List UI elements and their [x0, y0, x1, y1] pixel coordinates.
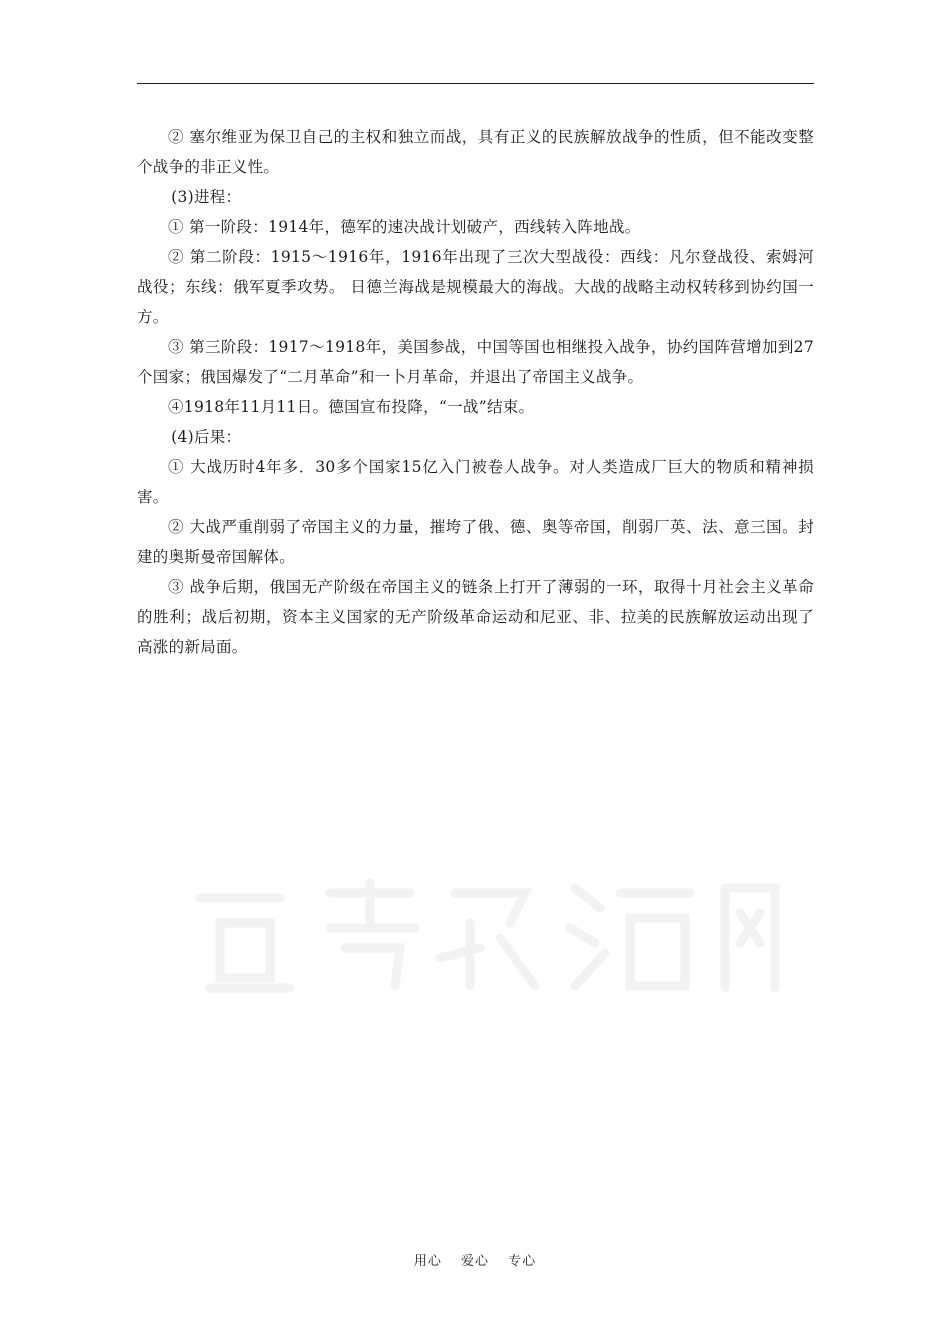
paragraph-consequence-one: ① 大战历时4年多．30多个国家15亿入门被卷人战争。对人类造成厂巨大的物质和精神损害。 — [137, 458, 814, 506]
paragraph-consequence-three: ③ 战争后期，俄国无产阶级在帝国主义的链条上打开了薄弱的一环，取得十月社会主义革命的胜利；战后初期，资本主义国家的无产阶级革命运动和尼亚、非、拉美的民族解放运动出现了高涨的新局面。 — [137, 578, 814, 656]
section-heading-consequences: (4)后果： — [171, 428, 242, 446]
paragraph-armistice: ④1918年11月11日。德国宣布投降，“一战”结束。 — [168, 398, 535, 416]
paragraph-consequence-two: ② 大战严重削弱了帝国主义的力量，摧垮了俄、德、奥等帝国，削弱厂英、法、意三国。封建的奥斯曼帝国解体。 — [137, 518, 814, 566]
paragraph-serbia: ② 塞尔维亚为保卫自己的主权和独立而战，具有正义的民族解放战争的性质，但不能改变整个战争的非正义性。 — [137, 128, 814, 176]
header-rule — [137, 83, 814, 84]
paragraph-stage-two: ② 第二阶段：1915～1916年，1916年出现了三次大型战役：西线：凡尔登战役、索姆河战役；东线：俄军夏季攻势。 日德兰海战是规模最大的海战。大战的战略主动权转移到协约国一方。 — [137, 248, 814, 326]
page-footer: 用心 爱心 专心 — [413, 1254, 537, 1269]
paragraph-stage-one: ① 第一阶段：1914年，德军的速决战计划破产，西线转入阵地战。 — [168, 218, 641, 236]
paragraph-stage-three: ③ 第三阶段：1917～1918年，美国参战，中国等国也相继投入战争，协约国阵营增加到27个国家；俄国爆发了“二月革命”和一卜月革命，并退出了帝国主义战争。 — [137, 338, 814, 386]
document-body — [137, 122, 814, 662]
watermark-logo — [180, 868, 780, 998]
section-heading-process: (3)进程： — [171, 188, 242, 206]
